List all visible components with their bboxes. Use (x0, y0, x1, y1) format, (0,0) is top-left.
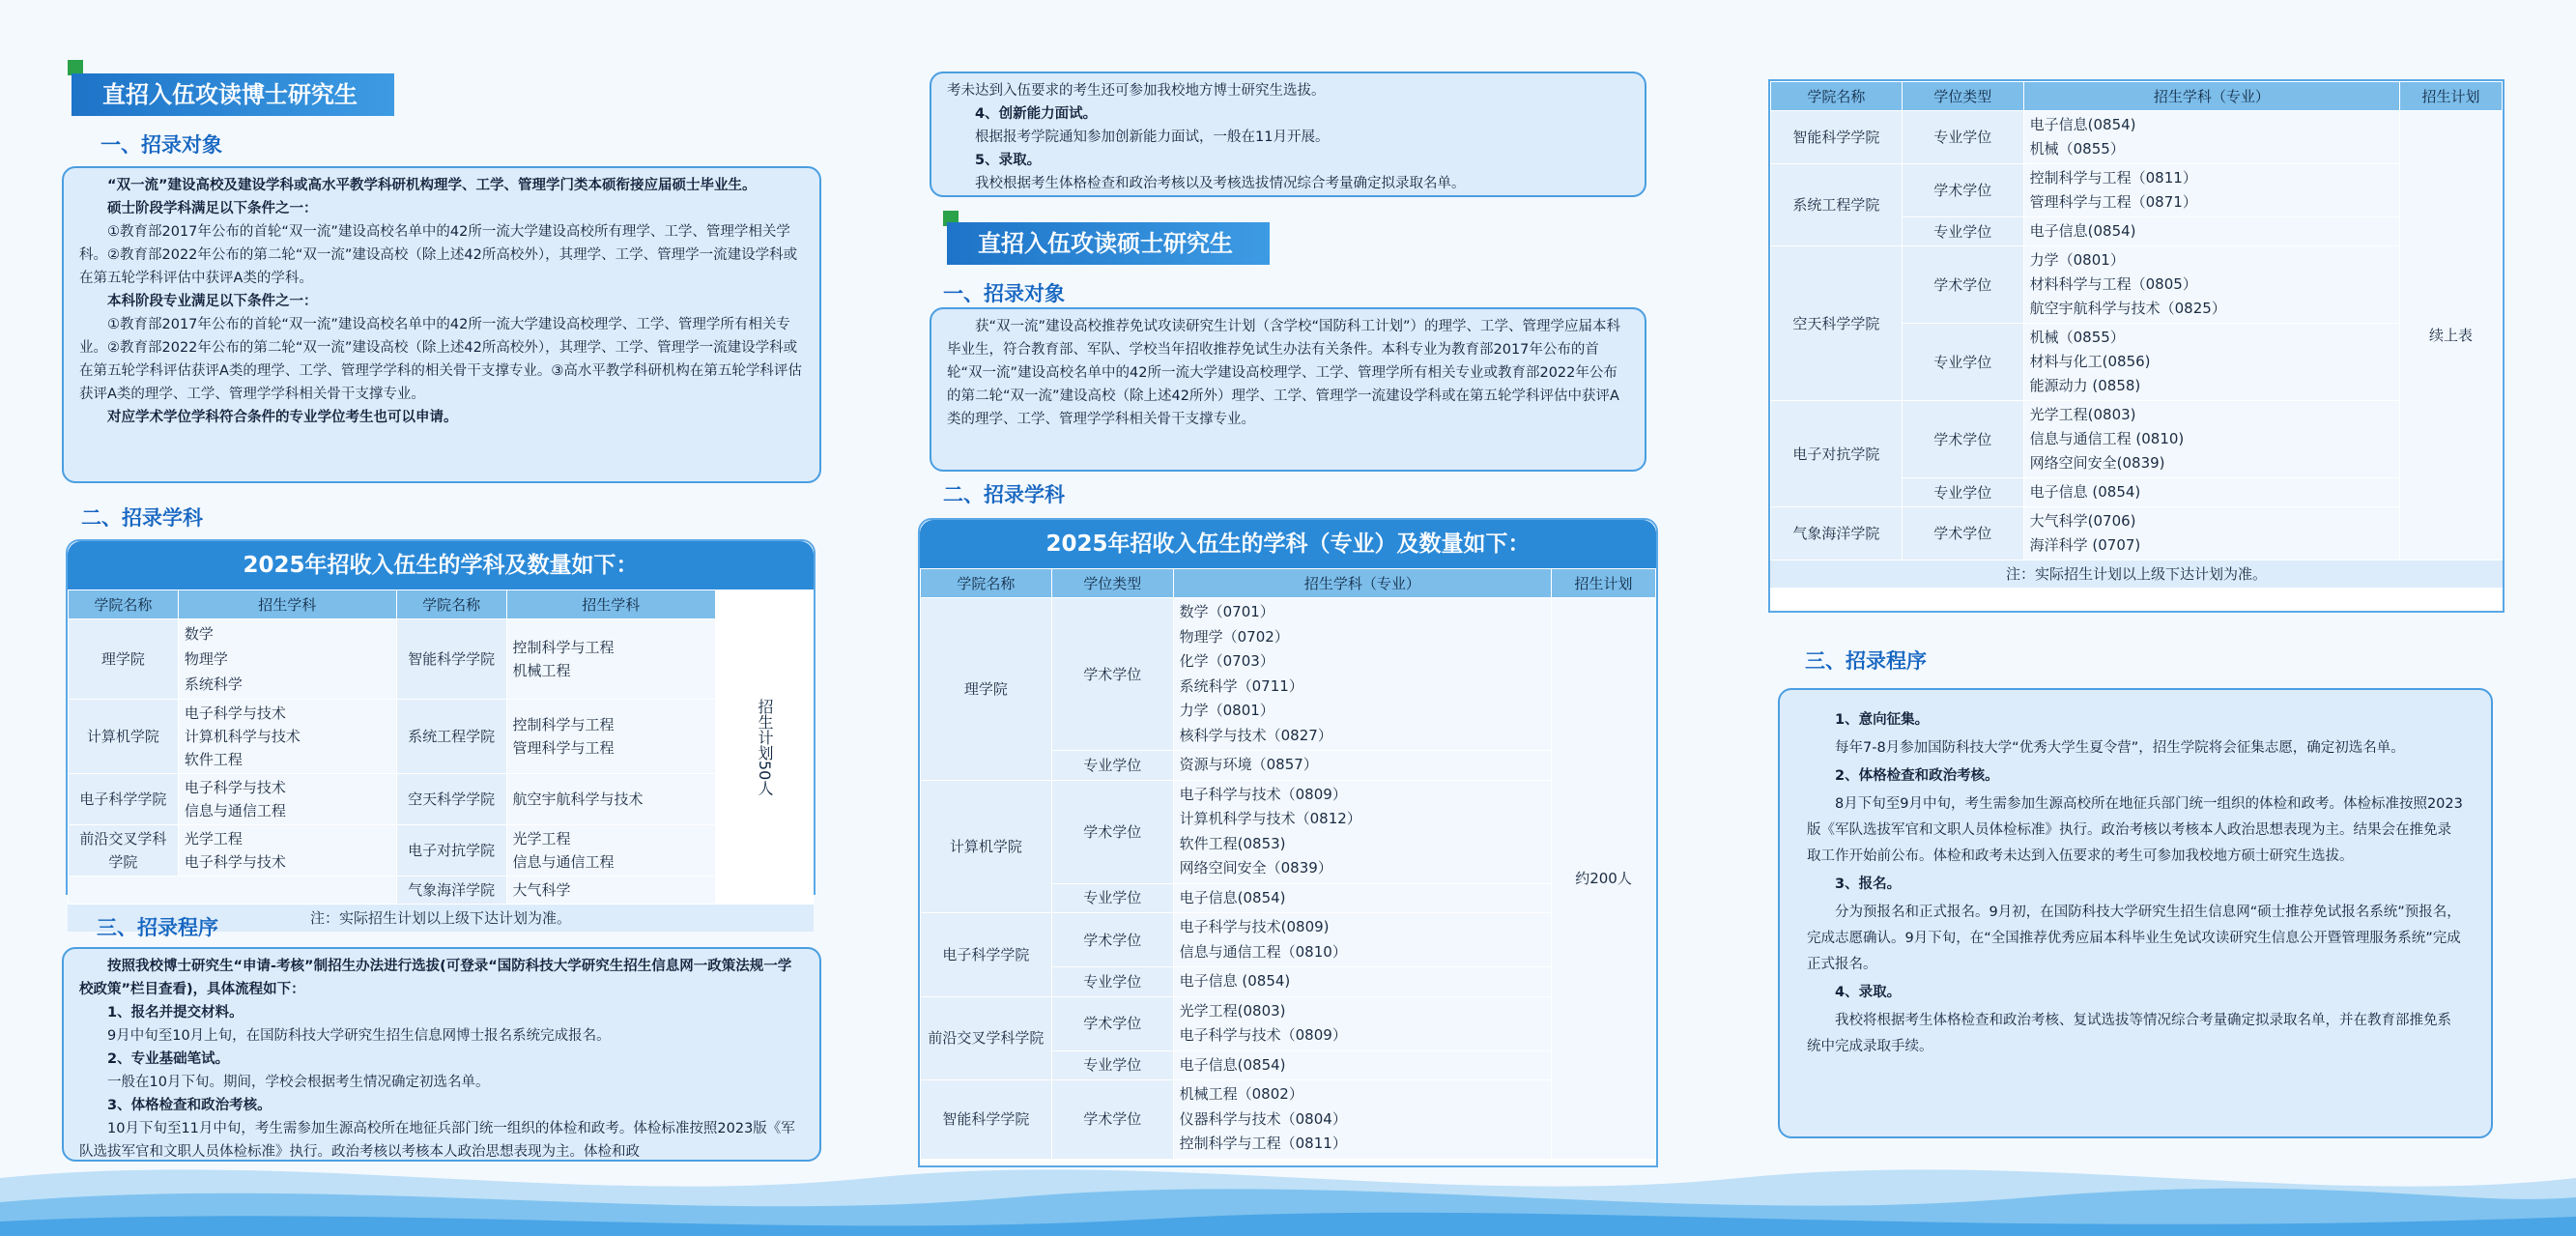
subject-item: 计算机科学与技术（0812） (1179, 810, 1361, 827)
degree-type-cell: 专业学位 (1902, 217, 2023, 246)
phd-college-duikang: 电子对抗学院 (396, 825, 506, 877)
master-section-title: 直招入伍攻读硕士研究生 (947, 222, 1270, 265)
subject-item: 物理学（0702） (1179, 627, 1289, 646)
phd-plan-label: 招生计划 (755, 698, 774, 761)
subject-item: 电子信息(0854) (1179, 888, 1286, 906)
phd-college-lixue: 理学院 (69, 619, 179, 700)
cont-4: 我校根据考生体格检查和政治考核以及考核选拔情况综合考量确定拟录取名单。 (975, 176, 1466, 191)
subject-item: 海洋科学 (0707) (2029, 536, 2141, 554)
subject-item: 数学（0701） (1179, 603, 1274, 620)
subject-item: 机械（0855） (2029, 329, 2125, 346)
th-degree: 学位类型 (1902, 82, 2023, 111)
degree-type-cell: 学术学位 (1051, 780, 1173, 883)
phd-intro-2: 硕士阶段学科满足以下条件之一： (107, 201, 318, 216)
procedure-step-text: 每年7-8月参加国防科技大学“优秀大学生夏令营”，招生学院将会征集志愿，确定初选名单。 (1835, 740, 2405, 756)
degree-type-cell: 学术学位 (1051, 996, 1173, 1050)
subject-item: 系统科学（0711） (1179, 676, 1303, 695)
phd-subheading-targets: 一、招录对象 (100, 133, 222, 157)
phd-table-title: 2025年招收入伍生的学科及数量如下： (68, 541, 814, 589)
subject-item: 核科学与技术（0827） (1179, 726, 1332, 744)
college-cell: 电子对抗学院 (1771, 401, 1903, 507)
college-cell: 气象海洋学院 (1771, 507, 1903, 561)
subject-cell (1173, 1050, 1551, 1080)
procedure-step-title: 4、录取。 (1835, 985, 1902, 1000)
phd-subject: 控制科学与工程 (512, 639, 615, 656)
phd-subject: 信息与通信工程 (184, 802, 286, 819)
subject-item: 机械工程（0802） (1179, 1085, 1303, 1103)
phd-subject: 大气科学 (506, 877, 715, 905)
phd-proc-2: 9月中旬至10月上旬，在国防科技大学研究生招生信息网博士报名系统完成报名。 (107, 1028, 611, 1044)
master-table-title: 2025年招收入伍生的学科（专业）及数量如下： (920, 520, 1656, 568)
degree-type-cell: 专业学位 (1902, 111, 2023, 164)
phd-table-note: 注：实际招生计划以上级下达计划为准。 (68, 905, 814, 932)
phd-procedure-cont-box (930, 72, 1646, 197)
procedure-step-text: 分为预报名和正式报名。9月初，在国防科技大学研究生招生信息网“硕士推荐免试报名系统”预报名，完成志愿确认。9月下旬，在“全国推荐优秀应届本科毕业生免试攻读研究生信息公开暨管理服务系统”完成正式报名。 (1807, 905, 2461, 972)
subject-item: 电子信息(0854) (2029, 222, 2136, 240)
master-intro: 获“双一流”建设高校推荐免试攻读研究生计划（含学校“国防科工计划”）的理学、工学、管理学应届本科毕业生，符合教育部、军队、学校当年招收推荐免试生办法有关条件。本科专业为教育部2017年公布的首轮“双一流”建设高校名单中的42所一流大学建设高校理学、工学、管理学所有相关专业或教育部2022年公布的第二轮“双一流”建设高校（除上述42所外）理学、工学、管理学一流建设学科或在第五轮学科评估中获评A类的理学、工学、管理学学科相关骨干支撑专业。 (947, 319, 1621, 427)
phd-college-kongtian: 空天科学学院 (396, 774, 506, 825)
subject-cell (1173, 913, 1551, 967)
subject-cell (1173, 883, 1551, 913)
subject-item: 电子信息 (0854) (1179, 972, 1291, 990)
procedure-step-title: 1、意向征集。 (1835, 712, 1930, 728)
subject-item: 管理科学与工程（0871） (2029, 193, 2197, 211)
phd-subject: 软件工程 (184, 751, 243, 768)
master-subheading-subjects: 二、招录学科 (943, 483, 1065, 506)
phd-subject: 管理科学与工程 (512, 739, 615, 757)
cont-2: 根据报考学院通知参加创新能力面试，一般在11月开展。 (975, 129, 1330, 145)
phd-proc-3: 2、专业基础笔试。 (107, 1051, 230, 1067)
subject-cell (1173, 996, 1551, 1050)
subject-item: 电子科学与技术（0809） (1179, 785, 1347, 803)
procedure-step-text: 8月下旬至9月中旬，考生需参加生源高校所在地征兵部门统一组织的体检和政考。体检标准按照2023版《军队选拔军官和文职人员体检标准》执行。政治考核以考核本人政治思想表现为主。结果会在推免录取工作开始前公布。体检和政考未达到入伍要求的考生可参加我校地方硕士研究生选拔。 (1807, 796, 2463, 864)
subject-cell (2023, 324, 2399, 401)
cont-3: 5、录取。 (975, 153, 1042, 168)
phd-proc-4: 一般在10月下旬。期间，学校会根据考生情况确定初选名单。 (107, 1075, 490, 1090)
subject-cell (2023, 478, 2399, 507)
degree-type-cell: 专业学位 (1902, 324, 2023, 401)
right-table-note: 注：实际招生计划以上级下达计划为准。 (1770, 561, 2503, 588)
phd-subject: 光学工程 (512, 830, 571, 848)
plan-cell: 续上表 (2400, 111, 2503, 561)
subject-item: 电子信息 (0854) (2029, 483, 2141, 501)
phd-subject: 光学工程 (184, 830, 243, 848)
college-cell: 系统工程学院 (1771, 164, 1903, 246)
procedure-step-title: 3、报名。 (1835, 877, 1902, 892)
subject-item: 网络空间安全(0839) (2029, 454, 2165, 472)
phd-subheading-subjects: 二、招录学科 (81, 506, 203, 530)
th-subject: 招生学科（专业） (2023, 82, 2399, 111)
phd-subject: 电子科学与技术 (184, 779, 286, 796)
phd-subject: 控制科学与工程 (512, 716, 615, 733)
subject-cell (2023, 246, 2399, 324)
phd-proc-6: 10月下旬至11月中旬，考生需参加生源高校所在地征兵部门统一组织的体检和政考。体检标准按照2023版《军队选拔军官和文职人员体检标准》执行。政治考核以考核本人政治思想表现为主。体检和政 (79, 1121, 795, 1160)
master-subheading-procedure: 三、招录程序 (1805, 649, 1927, 673)
phd-subject: 计算机科学与技术 (184, 728, 301, 745)
subject-item: 力学（0801） (2029, 251, 2125, 269)
degree-type-cell: 专业学位 (1051, 1050, 1173, 1080)
degree-type-cell: 学术学位 (1902, 401, 2023, 478)
phd-subject-table (66, 539, 816, 927)
phd-subject: 电子科学与技术 (184, 853, 286, 871)
subject-cell (2023, 507, 2399, 561)
subject-cell (1173, 780, 1551, 883)
subject-item: 电子信息(0854) (2029, 116, 2136, 133)
th-college: 学院名称 (1771, 82, 1903, 111)
subject-item: 电子科学与技术（0809） (1179, 1026, 1347, 1044)
subject-item: 电子科学与技术(0809) (1179, 918, 1330, 935)
subject-item: 大气科学(0706) (2029, 512, 2136, 530)
phd-subject: 系统科学 (184, 675, 243, 693)
phd-targets-box (62, 166, 821, 483)
college-cell: 电子科学学院 (921, 913, 1052, 997)
master-subject-table-cont (1768, 79, 2504, 613)
subject-cell (1173, 751, 1551, 781)
degree-type-cell: 学术学位 (1051, 913, 1173, 967)
subject-item: 电子信息(0854) (1179, 1055, 1286, 1074)
degree-type-cell: 学术学位 (1902, 246, 2023, 324)
phd-college-dianzi: 电子科学学院 (69, 774, 179, 825)
subject-item: 网络空间安全（0839） (1179, 859, 1332, 877)
degree-type-cell: 学术学位 (1902, 507, 2023, 561)
th-plan: 招生计划 (1552, 569, 1656, 598)
subject-cell (2023, 111, 2399, 164)
subject-item: 光学工程(0803) (1179, 1001, 1286, 1020)
phd-subject: 电子科学与技术 (184, 704, 286, 722)
phd-intro-1: “双一流”建设高校及建设学科或高水平教学科研机构理学、工学、管理学门类本硕衔接应届硕士毕业生。 (107, 178, 757, 193)
degree-type-cell: 专业学位 (1902, 478, 2023, 507)
subject-item: 材料科学与工程（0805） (2029, 275, 2197, 293)
phd-subheading-procedure: 三、招录程序 (97, 916, 218, 939)
subject-item: 软件工程(0853) (1179, 834, 1286, 852)
procedure-step-title: 2、体格检查和政治考核。 (1835, 768, 1999, 784)
th-subject: 招生学科（专业） (1173, 569, 1551, 598)
master-table-cont-body (1770, 81, 2503, 561)
subject-cell (2023, 217, 2399, 246)
master-subject-table (918, 518, 1658, 1167)
phd-proc-5: 3、体格检查和政治考核。 (107, 1098, 272, 1113)
phd-subject: 数学 (184, 625, 214, 643)
college-cell: 前沿交叉学科学院 (921, 996, 1052, 1080)
college-cell: 智能科学学院 (1771, 111, 1903, 164)
procedure-step-text: 我校将根据考生体格检查和政治考核、复试选拔等情况综合考量确定拟录取名单，并在教育部推免系统中完成录取手续。 (1807, 1013, 2451, 1054)
degree-type-cell: 学术学位 (1051, 1080, 1173, 1160)
master-targets-box (930, 307, 1646, 472)
th-college-2: 学院名称 (396, 590, 506, 619)
phd-college-qianyan: 前沿交叉学科学院 (69, 825, 179, 877)
subject-item: 控制科学与工程（0811） (2029, 169, 2197, 187)
phd-plan-value: 50人 (755, 760, 774, 796)
degree-type-cell: 学术学位 (1051, 598, 1173, 751)
cont-0: 考未达到入伍要求的考生还可参加我校地方博士研究生选拔。 (947, 83, 1326, 99)
degree-type-cell: 专业学位 (1051, 967, 1173, 997)
subject-cell (2023, 164, 2399, 217)
subject-item: 能源动力 (0858) (2029, 377, 2141, 394)
th-subject-1: 招生学科 (178, 590, 396, 619)
cont-1: 4、创新能力面试。 (975, 106, 1098, 122)
phd-college-zhineng: 智能科学学院 (396, 619, 506, 700)
degree-type-cell: 专业学位 (1051, 883, 1173, 913)
th-degree: 学位类型 (1051, 569, 1173, 598)
phd-intro-4: 本科阶段专业满足以下条件之一： (107, 294, 318, 309)
th-college: 学院名称 (921, 569, 1052, 598)
college-cell: 智能科学学院 (921, 1080, 1052, 1160)
subject-item: 力学（0801） (1179, 702, 1274, 719)
subject-cell (2023, 401, 2399, 478)
phd-subject: 航空宇航科学与技术 (506, 774, 715, 825)
subject-item: 信息与通信工程（0810） (1179, 942, 1347, 961)
phd-intro-3: ①教育部2017年公布的首轮“双一流”建设高校名单中的42所一流大学建设高校所有理学、工学、管理学相关学科。②教育部2022年公布的第二轮“双一流”建设高校（除上述42所高校外），其理学、工学、管理学一流建设学科或在第五轮学科评估中获评A类的学科。 (79, 224, 798, 286)
college-cell: 计算机学院 (921, 780, 1052, 913)
subject-cell (1173, 967, 1551, 997)
subject-item: 仪器科学与技术（0804） (1179, 1109, 1347, 1128)
degree-type-cell: 专业学位 (1051, 751, 1173, 781)
subject-item: 材料与化工(0856) (2029, 353, 2151, 370)
th-subject-2: 招生学科 (506, 590, 715, 619)
subject-item: 资源与环境（0857） (1179, 756, 1318, 773)
phd-college-xitong: 系统工程学院 (396, 700, 506, 774)
subject-item: 化学（0703） (1179, 652, 1274, 670)
master-procedure-box (1778, 688, 2493, 1138)
master-subheading-targets: 一、招录对象 (943, 282, 1065, 305)
phd-proc-0: 按照我校博士研究生“申请-考核”制招生办法进行选拔(可登录“国防科技大学研究生招生信息网一政策法规一学校政策”栏目查看)，具体流程如下： (79, 959, 792, 997)
phd-college-jisuanji: 计算机学院 (69, 700, 179, 774)
phd-subject: 信息与通信工程 (512, 853, 615, 871)
phd-subject: 机械工程 (512, 662, 571, 679)
college-cell: 理学院 (921, 598, 1052, 781)
th-plan: 招生计划 (2400, 82, 2503, 111)
subject-item: 机械（0855） (2029, 140, 2125, 158)
subject-cell (1173, 1080, 1551, 1160)
phd-plan-cell (715, 590, 813, 905)
subject-item: 控制科学与工程（0811） (1179, 1135, 1347, 1152)
phd-procedure-box (62, 947, 821, 1162)
subject-item: 光学工程(0803) (2029, 406, 2136, 423)
phd-section-title: 直招入伍攻读博士研究生 (72, 73, 394, 116)
plan-cell: 约200人 (1552, 598, 1656, 1160)
phd-college-qixiang: 气象海洋学院 (396, 877, 506, 905)
phd-intro-6: 对应学术学位学科符合条件的专业学位考生也可以申请。 (107, 410, 458, 425)
subject-item: 航空宇航科学与技术（0825） (2029, 300, 2226, 317)
degree-type-cell: 学术学位 (1902, 164, 2023, 217)
subject-item: 信息与通信工程 (0810) (2029, 430, 2185, 447)
subject-cell (1173, 598, 1551, 751)
college-cell: 空天科学学院 (1771, 246, 1903, 401)
phd-intro-5: ①教育部2017年公布的首轮“双一流”建设高校名单中的42所一流大学建设高校理学、工学、管理学所有相关专业。②教育部2022年公布的第二轮“双一流”建设高校（除上述42所高校外），其理学、工学、管理学一流建设学科或在第五轮学科评估获评A类的理学、工学、管理学学科的相关骨干支撑专业。③高水平教学科研机构在第五轮学科评估获评A类的理学、工学、管理学学科相关骨干支撑专业。 (79, 317, 802, 402)
phd-proc-1: 1、报名并提交材料。 (107, 1005, 243, 1020)
phd-subject: 物理学 (184, 650, 228, 668)
master-table-body (920, 568, 1656, 1160)
th-college-1: 学院名称 (69, 590, 179, 619)
